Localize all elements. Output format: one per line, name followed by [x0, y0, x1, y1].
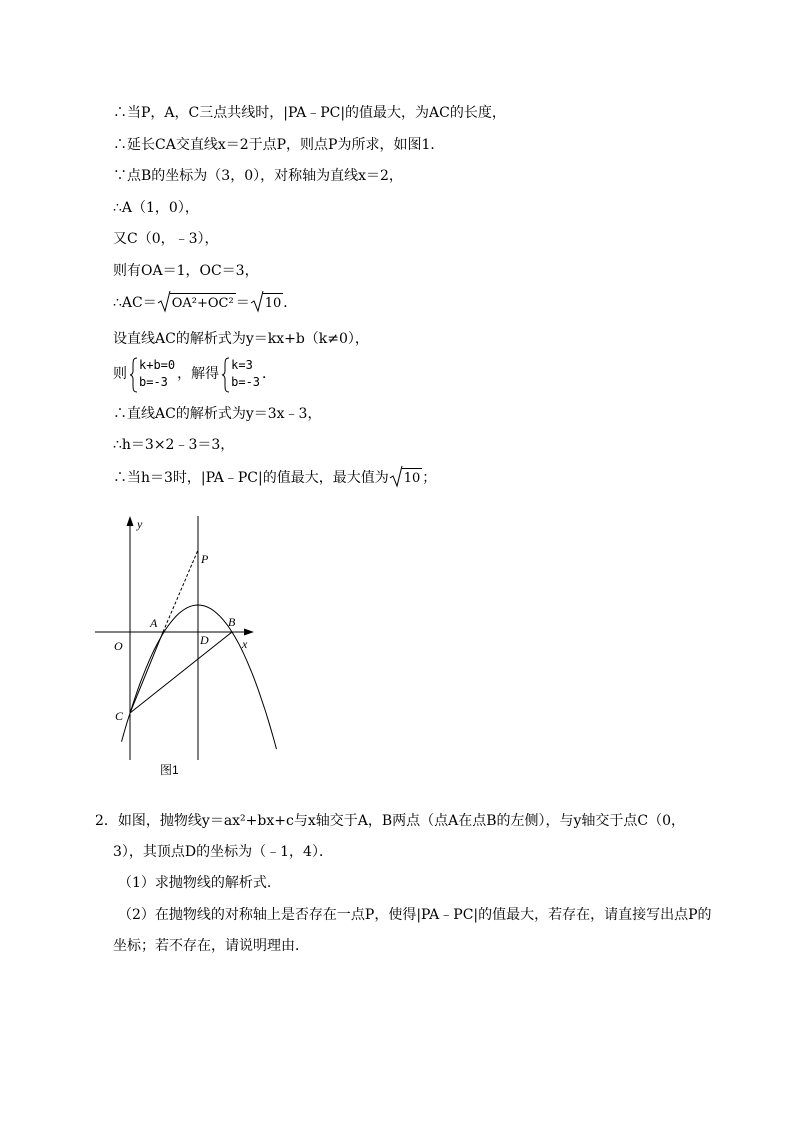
solution-line-3: ∵点B的坐标为（3，0），对称轴为直线x＝2， [113, 168, 403, 184]
period: ． [283, 295, 298, 311]
equation-system-1 [129, 357, 175, 391]
question-2-stem-cont: 3），其顶点D的坐标为（﹣1，4）． [113, 844, 333, 860]
radical-sign-icon [389, 464, 403, 488]
segment-cb [130, 632, 232, 713]
label-p: P [201, 552, 209, 566]
left-brace-icon [129, 357, 138, 393]
sqrt-ten [250, 293, 284, 313]
figure-1-diagram [90, 510, 290, 785]
segment-ca [130, 632, 163, 713]
left-brace-icon [221, 357, 230, 393]
label-y: y [137, 517, 143, 531]
label-a: A [150, 616, 158, 630]
solution-line-1: ∴当P，A，C三点共线时，|PA﹣PC|的值最大，为AC的长度， [113, 105, 506, 121]
label-c: C [115, 709, 124, 723]
radicand-ten: 10 [263, 293, 284, 313]
period: ． [262, 366, 277, 382]
radical-sign-icon [250, 289, 264, 313]
system-2-row-1: k=3 [231, 358, 253, 372]
dashed-extension-ap [163, 550, 198, 632]
then-text: 则 [113, 366, 127, 382]
system-1-row-1: k+b=0 [139, 358, 176, 372]
question-2-part-1: （1）求抛物线的解析式． [118, 875, 281, 891]
equation-system-2 [221, 357, 260, 391]
sqrt-oa-oc [157, 293, 236, 313]
solve-text: ，解得 [177, 366, 220, 382]
x-axis-arrow-icon [244, 629, 254, 636]
question-2-part-2-cont: 坐标；若不存在，请说明理由． [113, 938, 309, 954]
question-2-stem: 2．如图，抛物线y＝ax²+bx+c与x轴交于A，B两点（点A在点B的左侧），与y轴交于点C（0， [95, 813, 686, 829]
solution-line-4: ∴A（1，0）， [113, 200, 199, 216]
radical-sign-icon [157, 289, 171, 313]
label-o: O [114, 639, 123, 653]
question-2-part-2: （2）在抛物线的对称轴上是否存在一点P，使得|PA﹣PC|的值最大，若存在，请直接写出点P的 [118, 907, 712, 923]
radicand-oa-oc: OA²+OC² [170, 293, 236, 313]
system-2-row-2: b=-3 [231, 375, 261, 389]
ac-prefix: ∴AC＝ [113, 295, 157, 311]
solution-line-8: 设直线AC的解析式为y＝kx+b（k≠0）， [113, 331, 369, 347]
solution-line-6: 则有OA＝1，OC＝3， [113, 263, 259, 279]
radicand-ten: 10 [402, 468, 423, 488]
solution-line-12 [113, 468, 436, 488]
max-value-text: ∴当h＝3时，|PA﹣PC|的值最大，最大值为 [113, 470, 389, 486]
solution-line-2: ∴延长CA交直线x＝2于点P，则点P为所求，如图1． [113, 137, 445, 153]
solution-line-11: ∴h＝3×2﹣3＝3， [113, 437, 235, 453]
solution-line-7 [113, 293, 297, 313]
label-x: x [242, 637, 248, 651]
label-d: D [200, 633, 209, 647]
solution-line-9 [113, 356, 276, 392]
label-b: B [228, 615, 236, 629]
system-1-row-2: b=-3 [139, 375, 168, 389]
figure-caption: 图1 [160, 763, 179, 777]
solution-line-10: ∴直线AC的解析式为y＝3x﹣3， [113, 406, 322, 422]
y-axis-arrow-icon [127, 516, 134, 526]
equals-sign: ＝ [235, 295, 250, 311]
sqrt-ten [389, 468, 423, 488]
semicolon: ； [422, 470, 437, 486]
solution-line-5: 又C（0，﹣3）， [113, 231, 219, 247]
